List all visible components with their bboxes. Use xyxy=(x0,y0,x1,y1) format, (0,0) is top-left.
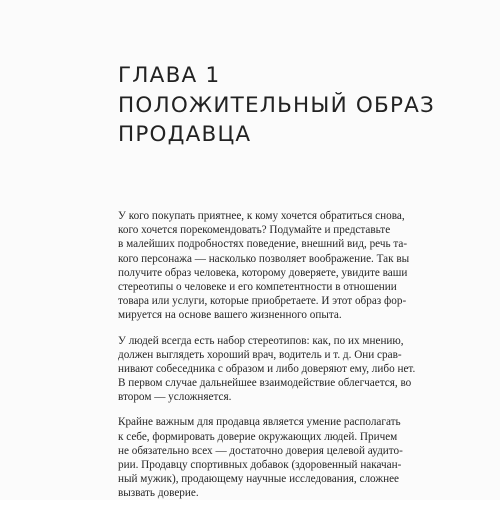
text-line: мируется на основе вашего жизненного опыта. xyxy=(118,309,342,322)
chapter-title-line-2: ПРОДАВЦА xyxy=(118,122,252,147)
body-text xyxy=(118,209,416,512)
text-line: не обязательно всех — достаточно доверия целевой аудито- xyxy=(118,444,403,457)
text-line: рии. Продавцу спортивных добавок (здоровенный накачан- xyxy=(118,459,402,471)
paragraph-1 xyxy=(118,209,410,323)
text-line: вызвать доверие. xyxy=(118,487,199,500)
text-line: нивают собеседника с образом и либо доверяют ему, либо нет. xyxy=(118,362,416,375)
text-line: в малейших подробностях поведение, внешний вид, речь та- xyxy=(118,238,408,251)
chapter-heading xyxy=(118,61,488,150)
text-line: товара или услуги, которые приобретаете. И этот образ фор- xyxy=(118,295,407,308)
text-line: кого хочется порекомендовать? Подумайте и представьте xyxy=(118,224,391,237)
paragraph-3 xyxy=(118,415,403,500)
text-line: ный мужик), продающему научные исследования, сложнее xyxy=(118,473,400,486)
text-line: получите образ человека, которому доверяете, увидите ваши xyxy=(118,266,408,279)
chapter-title-line-1: ПОЛОЖИТЕЛЬНЫЙ ОБРАЗ xyxy=(118,92,436,118)
text-line: Крайне важным для продавца является умение располагать xyxy=(118,416,401,429)
text-line: должен выглядеть хороший врач, водитель и т. д. Они срав- xyxy=(118,348,402,361)
text-line: кого персонажа — насколько позволяет воображение. Так вы xyxy=(118,252,410,265)
text-line: В первом случае дальнейшее взаимодействие облегчается, во xyxy=(118,377,412,390)
paragraph-2 xyxy=(118,334,416,405)
text-line: втором — усложняется. xyxy=(118,391,232,404)
text-line: У кого покупать приятнее, к кому хочется обратиться снова, xyxy=(118,210,405,222)
text-line: к себе, формировать доверие окружающих людей. Причем xyxy=(118,430,398,443)
text-line: стереотипы о человеке и его компетентности в отношении xyxy=(118,280,397,293)
text-line: У людей всегда есть набор стереотипов: как, по их мнению, xyxy=(118,334,404,347)
chapter-number: ГЛАВА 1 xyxy=(118,63,221,88)
